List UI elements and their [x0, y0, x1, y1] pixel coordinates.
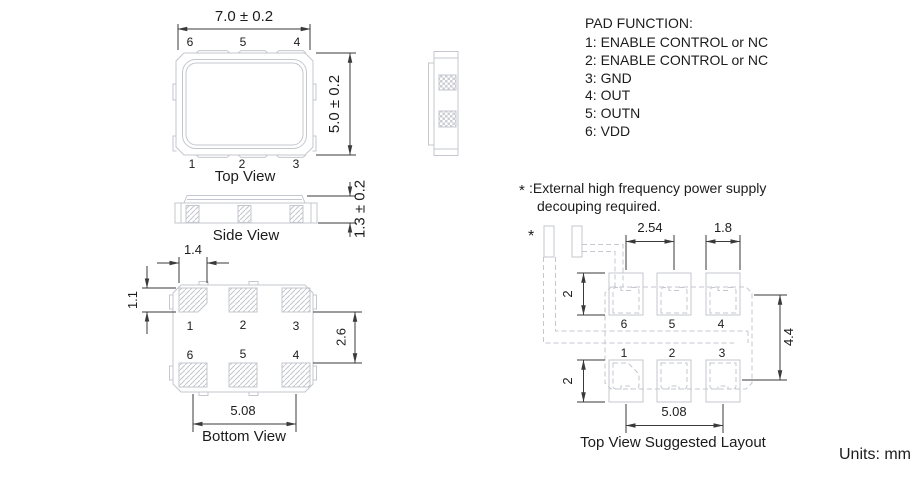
bottom-view-right-notches	[313, 295, 317, 380]
layout-pad-4	[706, 273, 740, 315]
layout-pin-3: 3	[718, 346, 726, 360]
layout-pin-5: 5	[668, 317, 676, 331]
layout-overall-height-label: 4.4	[781, 327, 796, 347]
top-view-body-outline	[176, 53, 313, 155]
decoupling-note	[519, 180, 766, 214]
bottom-pin-1: 1	[186, 319, 194, 333]
bottom-pad-3	[282, 288, 310, 312]
bottom-row-gap-label: 2.6	[333, 327, 349, 347]
top-view-caption: Top View	[214, 168, 276, 185]
layout-pad-height-bottom-dimension	[560, 360, 605, 402]
side-view-height-label: 1.3 ± 0.2	[351, 179, 369, 239]
layout-pad-5	[657, 273, 691, 315]
bottom-pin-5: 5	[239, 347, 247, 361]
top-view	[173, 8, 356, 185]
bottom-pad-height-dimension	[125, 266, 176, 334]
bottom-view-top-notches	[199, 282, 258, 286]
note-asterisk: *	[519, 182, 525, 199]
layout-pad-width-label: 1.8	[713, 220, 733, 235]
top-view-height-label: 5.0 ± 0.2	[326, 74, 343, 134]
top-view-width-label: 7.0 ± 0.2	[214, 8, 274, 25]
layout-pad-1	[609, 360, 643, 402]
layout-overall-height-dimension	[742, 295, 796, 380]
pad-function-title: PAD FUNCTION:	[585, 15, 693, 31]
bottom-pad-width-label: 1.4	[183, 242, 203, 257]
bottom-row-gap-dimension	[313, 312, 362, 363]
layout-cap-pad-1	[544, 226, 554, 257]
layout-span-label: 5.08	[661, 404, 687, 419]
suggested-layout-view	[528, 220, 796, 451]
end-view-pad-lower	[439, 111, 456, 127]
layout-pin-2: 2	[668, 346, 676, 360]
layout-asterisk-glyph: *	[528, 228, 535, 245]
side-view-pad-1	[186, 206, 199, 223]
layout-pitch-dimension	[626, 220, 674, 270]
bottom-pin-6: 6	[186, 348, 194, 362]
pad-function-item-1: 1: ENABLE CONTROL or NC	[585, 34, 769, 50]
top-pin-4: 4	[293, 35, 301, 49]
pad-function-item-3: 3: GND	[585, 70, 632, 86]
note-line-1: :External high frequency power supply	[529, 180, 767, 196]
bottom-pin-4: 4	[292, 348, 300, 362]
bottom-pad-4	[282, 363, 310, 387]
layout-caption: Top View Suggested Layout	[580, 434, 766, 451]
bottom-pad-2	[229, 288, 257, 312]
top-pin-6: 6	[186, 35, 194, 49]
bottom-view	[125, 242, 362, 445]
layout-pad-height-top-dimension	[560, 273, 605, 315]
pad-function-item-5: 5: OUTN	[585, 105, 641, 121]
pad-function-item-2: 2: ENABLE CONTROL or NC	[585, 52, 769, 68]
note-line-2: decouping required.	[537, 198, 661, 214]
layout-pad-width-dimension	[706, 220, 740, 270]
bottom-pad-height-label: 1.1	[125, 290, 140, 310]
side-view-caption: Side View	[212, 227, 280, 244]
layout-pad-2	[657, 360, 691, 402]
bottom-span-label: 5.08	[230, 403, 256, 418]
side-view	[175, 180, 369, 244]
bottom-view-left-notches	[170, 295, 174, 380]
end-view-pad-upper	[439, 75, 456, 90]
bottom-span-dimension	[193, 394, 296, 432]
layout-pad-6	[609, 273, 643, 315]
layout-pad-height-top-label: 2	[560, 290, 575, 298]
bottom-pad-5	[229, 363, 257, 387]
layout-pad-height-bottom-label: 2	[560, 377, 575, 385]
layout-pin-1: 1	[620, 346, 628, 360]
top-pin-3: 3	[292, 157, 300, 171]
units-label: Units: mm	[839, 446, 911, 463]
layout-span-dimension	[626, 404, 723, 433]
layout-pin-4: 4	[717, 317, 725, 331]
end-view-body	[434, 52, 458, 156]
layout-cap-pad-2	[572, 226, 582, 257]
side-view-pad-2	[238, 206, 251, 223]
end-view	[429, 52, 459, 156]
layout-pin-6: 6	[620, 317, 628, 331]
bottom-pin-3: 3	[292, 319, 300, 333]
layout-pitch-label: 2.54	[637, 220, 663, 235]
bottom-view-bottom-notches	[199, 392, 258, 396]
top-view-height-dimension	[316, 53, 356, 155]
pad-function-item-4: 4: OUT	[585, 87, 631, 103]
bottom-view-caption: Bottom View	[202, 428, 286, 445]
top-pin-1: 1	[188, 157, 196, 171]
pad-function-item-6: 6: VDD	[585, 123, 631, 139]
end-view-lid	[429, 63, 435, 145]
top-pin-5: 5	[239, 35, 247, 49]
bottom-pad-6	[179, 363, 207, 387]
layout-pad-3	[706, 360, 740, 402]
top-pin-2: 2	[238, 157, 246, 171]
bottom-pin-2: 2	[239, 318, 247, 332]
side-view-pad-3	[290, 206, 303, 223]
bottom-pad-width-dimension	[157, 242, 229, 283]
pad-function-list	[585, 15, 768, 139]
